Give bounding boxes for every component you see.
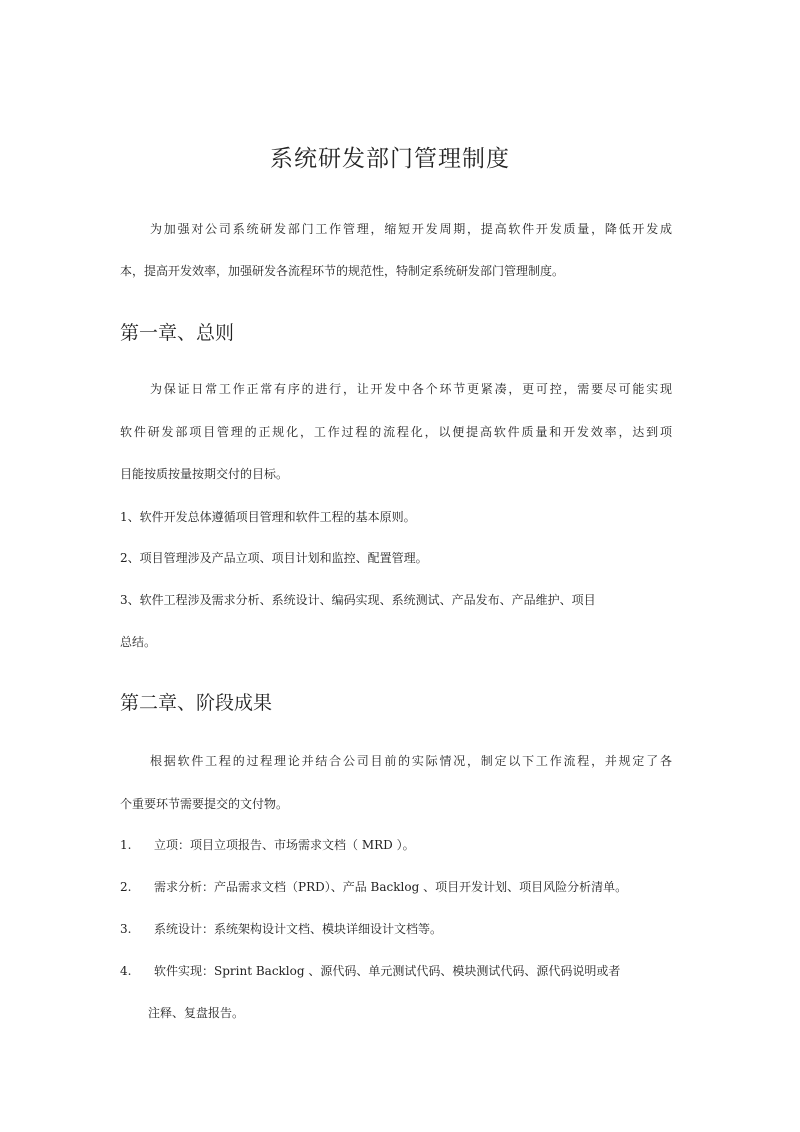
stage-item-text: 系统设计：系统架构设计文档、模块详细设计文档等。 bbox=[154, 922, 443, 936]
chapter-1-para-line-1: 为保证日常工作正常有序的进行，让开发中各个环节更紧凑，更可控，需要尽可能实现 bbox=[150, 382, 672, 396]
intro-line-2: 本，提高开发效率，加强研发各流程环节的规范性，特制定系统研发部门管理制度。 bbox=[120, 264, 565, 278]
stage-item-1 bbox=[120, 837, 415, 853]
stage-item-text: 需求分析：产品需求文档（PRD）、产品 Backlog 、项目开发计划、项目风险分析清单。 bbox=[154, 880, 628, 894]
chapter-1-item-3: 3、软件工程涉及需求分析、系统设计、编码实现、系统测试、产品发布、产品维护、项目 bbox=[120, 593, 596, 607]
stage-item-4 bbox=[120, 963, 620, 979]
chapter-2-para-line-2: 个重要环节需要提交的文付物。 bbox=[120, 797, 289, 811]
intro-line-1: 为加强对公司系统研发部门工作管理，缩短开发周期，提高软件开发质量，降低开发成 bbox=[150, 222, 672, 236]
document-title: 系统研发部门管理制度 bbox=[270, 146, 510, 172]
stage-item-text: 立项：项目立项报告、市场需求文档（ MRD ）。 bbox=[154, 838, 415, 852]
stage-item-3 bbox=[120, 921, 442, 937]
chapter-1-heading: 第一章、总则 bbox=[120, 322, 235, 344]
chapter-2-para-line-1: 根据软件工程的过程理论并结合公司目前的实际情况，制定以下工作流程，并规定了各 bbox=[150, 754, 672, 768]
chapter-1-item-1: 1、软件开发总体遵循项目管理和软件工程的基本原则。 bbox=[120, 510, 416, 524]
stage-item-text: 软件实现：Sprint Backlog 、源代码、单元测试代码、模块测试代码、源代码说明或者 bbox=[154, 964, 621, 978]
stage-item-number: 4. bbox=[120, 964, 132, 978]
chapter-1-item-3-cont: 总结。 bbox=[120, 635, 157, 649]
stage-item-number: 1. bbox=[120, 838, 132, 852]
stage-item-number: 2. bbox=[120, 880, 132, 894]
chapter-2-heading: 第二章、阶段成果 bbox=[120, 692, 273, 714]
chapter-1-item-2: 2、项目管理涉及产品立项、项目计划和监控、配置管理。 bbox=[120, 551, 428, 565]
chapter-1-para-line-3: 目能按质按量按期交付的目标。 bbox=[120, 467, 289, 481]
stage-item-number: 3. bbox=[120, 922, 132, 936]
stage-item-2 bbox=[120, 879, 627, 895]
chapter-1-para-line-2: 软件研发部项目管理的正规化，工作过程的流程化，以便提高软件质量和开发效率，达到项 bbox=[120, 425, 672, 439]
stage-item-4-cont: 注释、复盘报告。 bbox=[148, 1006, 245, 1020]
